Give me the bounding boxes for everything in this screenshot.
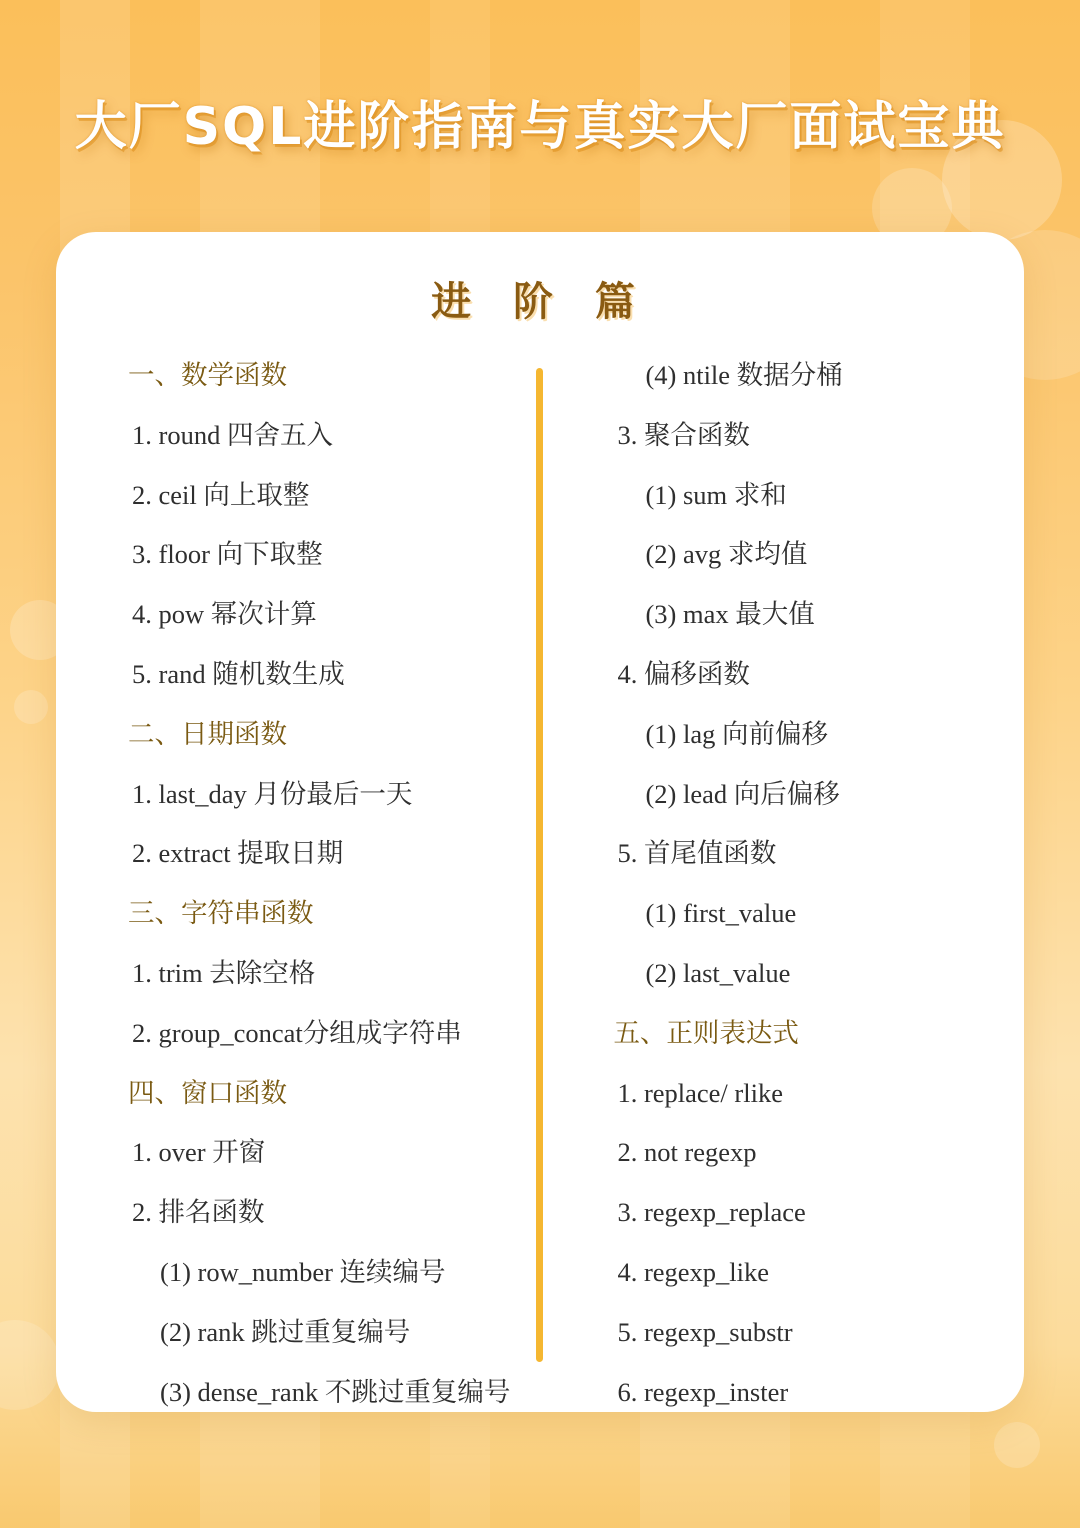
decorative-circle bbox=[994, 1422, 1040, 1468]
outline-item: 2. 排名函数 bbox=[132, 1197, 265, 1228]
outline-item: (2) avg 求均值 bbox=[645, 539, 808, 570]
decorative-circle bbox=[14, 690, 48, 724]
outline-item: 5. 首尾值函数 bbox=[617, 838, 777, 869]
outline-item: 1. trim 去除空格 bbox=[132, 957, 316, 988]
content-card bbox=[56, 232, 1024, 1412]
outline-item: (4) ntile 数据分桶 bbox=[645, 360, 843, 390]
outline-item: 1. replace/ rlike bbox=[617, 1077, 783, 1108]
outline-item: (1) first_value bbox=[645, 898, 797, 929]
outline-item: 6. regexp_inster bbox=[617, 1376, 789, 1407]
column-divider bbox=[536, 368, 543, 1362]
outline-item: (3) dense_rank 不跳过重复编号 bbox=[160, 1376, 511, 1407]
poster-headline: 大厂SQL进阶指南与真实大厂面试宝典 bbox=[74, 97, 1006, 157]
outline-item: 二、日期函数 bbox=[128, 718, 287, 749]
outline-item: 三、字符串函数 bbox=[128, 898, 314, 929]
outline-item: 3. 聚合函数 bbox=[617, 419, 750, 450]
outline-item: 2. extract 提取日期 bbox=[132, 838, 344, 869]
outline-item: (2) last_value bbox=[645, 957, 791, 988]
outline-item: 4. pow 幂次计算 bbox=[132, 599, 317, 630]
outline-item: 4. regexp_like bbox=[617, 1256, 770, 1287]
outline-item: 3. floor 向下取整 bbox=[132, 539, 323, 570]
outline-item: 1. round 四舍五入 bbox=[132, 419, 333, 450]
outline-item: (2) lead 向后偏移 bbox=[645, 778, 840, 809]
outline-item: (3) max 最大值 bbox=[645, 599, 815, 630]
outline-item: (2) rank 跳过重复编号 bbox=[160, 1316, 411, 1347]
card-title: 进 阶 篇 bbox=[431, 279, 649, 325]
outline-item: 5. rand 随机数生成 bbox=[132, 658, 345, 689]
outline-column-left bbox=[56, 360, 536, 1407]
decorative-circle bbox=[0, 1320, 60, 1410]
outline-item: 1. last_day 月份最后一天 bbox=[132, 778, 413, 809]
outline-item: (1) sum 求和 bbox=[645, 479, 787, 510]
outline-item: 5. regexp_substr bbox=[617, 1316, 793, 1347]
outline-item: 1. over 开窗 bbox=[132, 1137, 266, 1168]
outline-item: 五、正则表达式 bbox=[613, 1017, 799, 1048]
outline-item: (1) lag 向前偏移 bbox=[645, 718, 828, 749]
outline-columns bbox=[56, 360, 1024, 1407]
outline-item: 3. regexp_replace bbox=[617, 1197, 806, 1228]
outline-item: 一、数学函数 bbox=[128, 360, 287, 390]
outline-item: 四、窗口函数 bbox=[128, 1077, 287, 1108]
outline-column-right bbox=[543, 360, 1024, 1407]
outline-item: 2. group_concat分组成字符串 bbox=[132, 1017, 462, 1048]
outline-item: 2. ceil 向上取整 bbox=[132, 479, 310, 510]
outline-item: 4. 偏移函数 bbox=[617, 658, 750, 689]
outline-item: 2. not regexp bbox=[617, 1137, 757, 1168]
outline-item: (1) row_number 连续编号 bbox=[160, 1256, 446, 1287]
